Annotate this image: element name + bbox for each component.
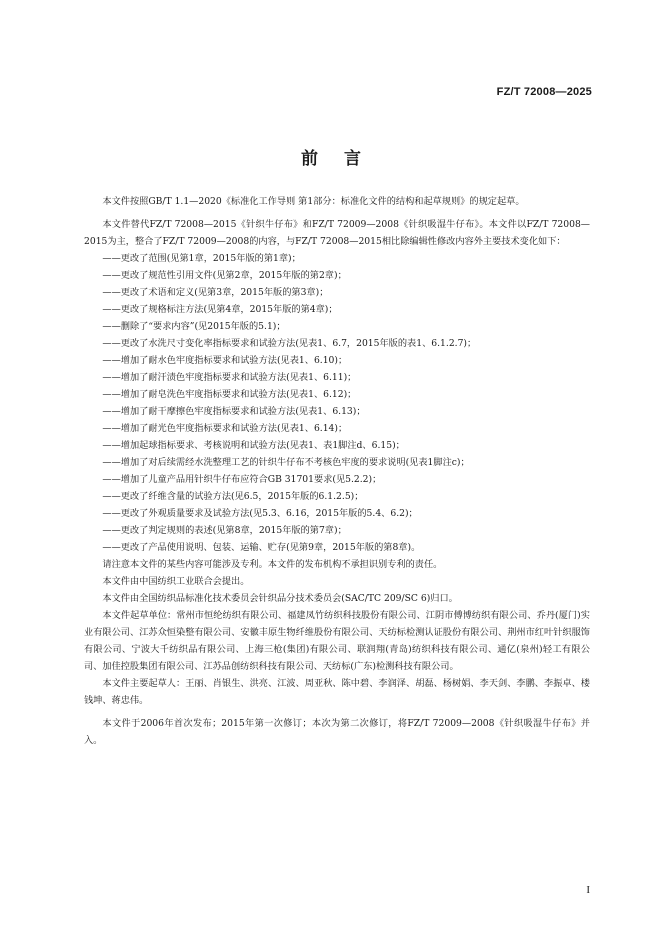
paragraph-proposer: 本文件由中国纺织工业联合会提出。	[102, 576, 250, 587]
paragraph-history: 本文件于2006年首次发布；2015年第一次修订；本次为第二次修订，将FZ/T 72009—2008《针织吸湿牛仔布》并入。	[84, 718, 590, 746]
paragraph-drafters: 本文件主要起草人：王丽、肖银生、洪亮、江波、周亚秋、陈中碧、李润泽、胡磊、杨树娟、李天剑、李鹏、李振卓、楼钱坤、蒋忠伟。	[84, 678, 590, 706]
changes-list	[84, 250, 590, 556]
foreword-body	[84, 193, 590, 749]
list-item: ——更改了术语和定义(见第3章，2015年版的第3章)；	[102, 287, 329, 298]
list-item: ——增加了儿童产品用针织牛仔布应符合GB 31701要求(见5.2.2)；	[102, 474, 382, 485]
paragraph-replacement: 本文件替代FZ/T 72008—2015《针织牛仔布》和FZ/T 72009—2008《针织吸湿牛仔布》。本文件以FZ/T 72008—2015为主，整合了FZ/T 72009—2008的内容，与FZ/T 72008—2015相比除编辑性修改内容外主要技术变化如下：	[84, 219, 590, 247]
list-item: ——更改了规范性引用文件(见第2章，2015年版的第2章)；	[102, 270, 347, 281]
list-item: ——更改了产品使用说明、包装、运输、贮存(见第9章，2015年版的第8章)。	[102, 542, 421, 553]
list-item: ——更改了水洗尺寸变化率指标要求和试验方法(见表1、6.7，2015年版的表1、6.1.2.7)；	[102, 338, 477, 349]
list-item: ——增加了耐水色牢度指标要求和试验方法(见表1、6.10)；	[102, 355, 348, 366]
list-item: ——更改了规格标注方法(见第4章，2015年版的第4章)；	[102, 304, 338, 315]
paragraph-drafting-rules: 本文件按照GB/T 1.1—2020《标准化工作导则 第1部分：标准化文件的结构和起草规则》的规定起草。	[102, 196, 525, 207]
paragraph-patent-notice: 请注意本文件的某些内容可能涉及专利。本文件的发布机构不承担识别专利的责任。	[102, 559, 443, 570]
list-item: ——增加了耐汗渍色牢度指标要求和试验方法(见表1、6.11)；	[102, 372, 357, 383]
list-item: ——更改了外观质量要求及试验方法(见5.3、6.16，2015年版的5.4、6.2)；	[102, 508, 418, 519]
paragraph-committee: 本文件由全国纺织品标准化技术委员会针织品分技术委员会(SAC/TC 209/SC 6)归口。	[102, 593, 458, 604]
list-item: ——更改了判定规则的表述(见第8章，2015年版的第7章)；	[102, 525, 347, 536]
list-item: ——删除了“要求内容”(见2015年版的5.1)；	[102, 321, 286, 332]
page-title: 前言	[301, 149, 387, 169]
paragraph-drafting-units: 本文件起草单位：常州市恒纶纺织有限公司、福建凤竹纺织科技股份有限公司、江阴市傅博纺织有限公司、乔丹(厦门)实业有限公司、江苏众恒染整有限公司、安徽丰原生物纤维股份有限公司、天纺标检测认证股份有限公司、荆州市红叶针织服饰有限公司、宁波大千纺织品有限公司、上海三枪(集团)有限公司、联润翔(青岛)纺织科技有限公司、通亿(泉州)轻工有限公司、加佳控股集团有限公司、江苏品创纺织科技有限公司、天纺标(广东)检测科技有限公司。	[84, 610, 590, 672]
list-item: ——增加起球指标要求、考核说明和试验方法(见表1、表1脚注d、6.15)；	[102, 440, 405, 451]
list-item: ——增加了耐干摩擦色牢度指标要求和试验方法(见表1、6.13)；	[102, 406, 366, 417]
list-item: ——增加了耐光色牢度指标要求和试验方法(见表1、6.14)；	[102, 423, 348, 434]
standard-code: FZ/T 72008—2025	[496, 86, 592, 98]
page-number: I	[586, 884, 590, 896]
list-item: ——更改了范围(见第1章，2015年版的第1章)；	[102, 253, 301, 264]
list-item: ——增加了耐皂洗色牢度指标要求和试验方法(见表1、6.12)；	[102, 389, 357, 400]
list-item: ——增加了对后续需经水洗整理工艺的针织牛仔布不考核色牢度的要求说明(见表1脚注c)；	[102, 457, 470, 468]
list-item: ——更改了纤维含量的试验方法(见6.5，2015年版的6.1.2.5)；	[102, 491, 364, 502]
